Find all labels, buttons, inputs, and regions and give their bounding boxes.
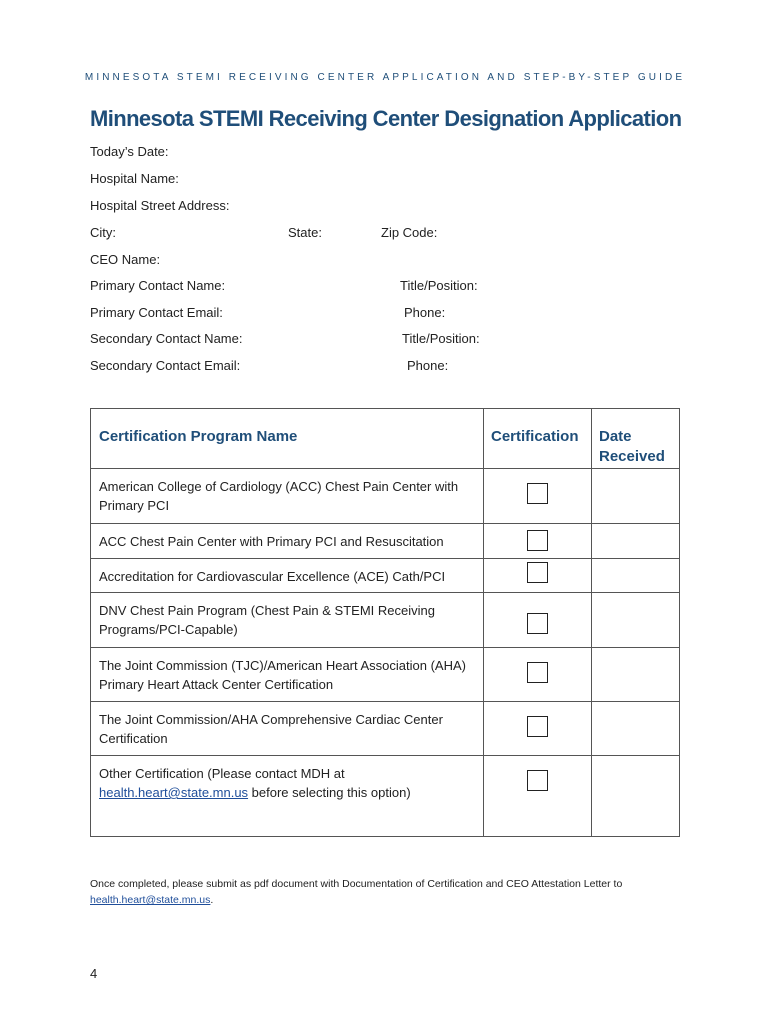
- primary-phone-label: Phone:: [404, 305, 446, 320]
- zip-code-label: Zip Code:: [381, 225, 438, 240]
- table-row: [91, 756, 680, 837]
- certification-cell: [484, 593, 592, 648]
- date-received-cell[interactable]: [592, 559, 680, 593]
- street-address-label: Hospital Street Address:: [90, 198, 230, 213]
- secondary-title-label: Title/Position:: [402, 331, 480, 346]
- certification-checkbox[interactable]: [527, 562, 548, 583]
- submission-email-link[interactable]: health.heart@state.mn.us: [90, 894, 211, 906]
- date-received-cell[interactable]: [592, 702, 680, 756]
- table-row: [91, 593, 680, 648]
- page-number: 4: [90, 966, 98, 981]
- date-received-cell[interactable]: [592, 469, 680, 524]
- program-name-cell: ACC Chest Pain Center with Primary PCI and Resuscitation: [91, 524, 484, 559]
- certification-cell: [484, 756, 592, 837]
- program-name-cell: American College of Cardiology (ACC) Chest Pain Center with Primary PCI: [91, 469, 484, 524]
- certification-cell: [484, 469, 592, 524]
- certification-header: Certification: [484, 409, 592, 469]
- submission-note-text: Once completed, please submit as pdf document with Documentation of Certification and CEO Attestation Letter to: [90, 878, 623, 890]
- program-name-cell: The Joint Commission (TJC)/American Heart Association (AHA) Primary Heart Attack Center Certification: [91, 648, 484, 702]
- other-certification-cell: [91, 756, 484, 837]
- submission-note: [90, 876, 680, 908]
- table-row: [91, 648, 680, 702]
- program-name-cell: The Joint Commission/AHA Comprehensive Cardiac Center Certification: [91, 702, 484, 756]
- program-name-header: Certification Program Name: [91, 409, 484, 469]
- certification-checkbox[interactable]: [527, 716, 548, 737]
- city-label: City:: [90, 225, 116, 240]
- mdh-email-link[interactable]: health.heart@state.mn.us: [99, 785, 249, 800]
- date-received-header: Date Received: [592, 409, 680, 469]
- secondary-phone-label: Phone:: [407, 358, 449, 373]
- table-row: [91, 702, 680, 756]
- table-row: [91, 559, 680, 593]
- table-header-row: [91, 409, 680, 469]
- primary-contact-email-label: Primary Contact Email:: [90, 305, 223, 320]
- hospital-name-label: Hospital Name:: [90, 171, 179, 186]
- table-row: [91, 524, 680, 559]
- secondary-contact-name-label: Secondary Contact Name:: [90, 331, 243, 346]
- certification-checkbox[interactable]: [527, 662, 548, 683]
- primary-contact-name-label: Primary Contact Name:: [90, 278, 226, 293]
- table-row: [91, 469, 680, 524]
- running-head: MINNESOTA STEMI RECEIVING CENTER APPLICATION AND STEP-BY-STEP GUIDE: [84, 72, 686, 83]
- date-received-cell[interactable]: [592, 593, 680, 648]
- program-name-cell: Accreditation for Cardiovascular Excellence (ACE) Cath/PCI: [91, 559, 484, 593]
- certification-checkbox[interactable]: [527, 770, 548, 791]
- certification-cell: [484, 524, 592, 559]
- todays-date-label: Today’s Date:: [90, 144, 169, 159]
- certification-checkbox[interactable]: [527, 483, 548, 504]
- other-certification-text: Other Certification (Please contact MDH at: [99, 766, 345, 781]
- state-label: State:: [288, 225, 322, 240]
- date-received-cell[interactable]: [592, 524, 680, 559]
- ceo-name-label: CEO Name:: [90, 252, 161, 267]
- primary-title-label: Title/Position:: [400, 278, 478, 293]
- submission-note-end: .: [210, 894, 214, 906]
- page-title: Minnesota STEMI Receiving Center Designation Application: [90, 106, 682, 131]
- date-received-cell[interactable]: [592, 756, 680, 837]
- certification-cell: [484, 648, 592, 702]
- program-name-cell: DNV Chest Pain Program (Chest Pain & STEMI Receiving Programs/PCI-Capable): [91, 593, 484, 648]
- certification-checkbox[interactable]: [527, 613, 548, 634]
- certification-checkbox[interactable]: [527, 530, 548, 551]
- other-certification-text-end: before selecting this option): [248, 785, 411, 800]
- secondary-contact-email-label: Secondary Contact Email:: [90, 358, 241, 373]
- certification-cell: [484, 559, 592, 593]
- certification-table: [90, 408, 680, 837]
- certification-cell: [484, 702, 592, 756]
- date-received-cell[interactable]: [592, 648, 680, 702]
